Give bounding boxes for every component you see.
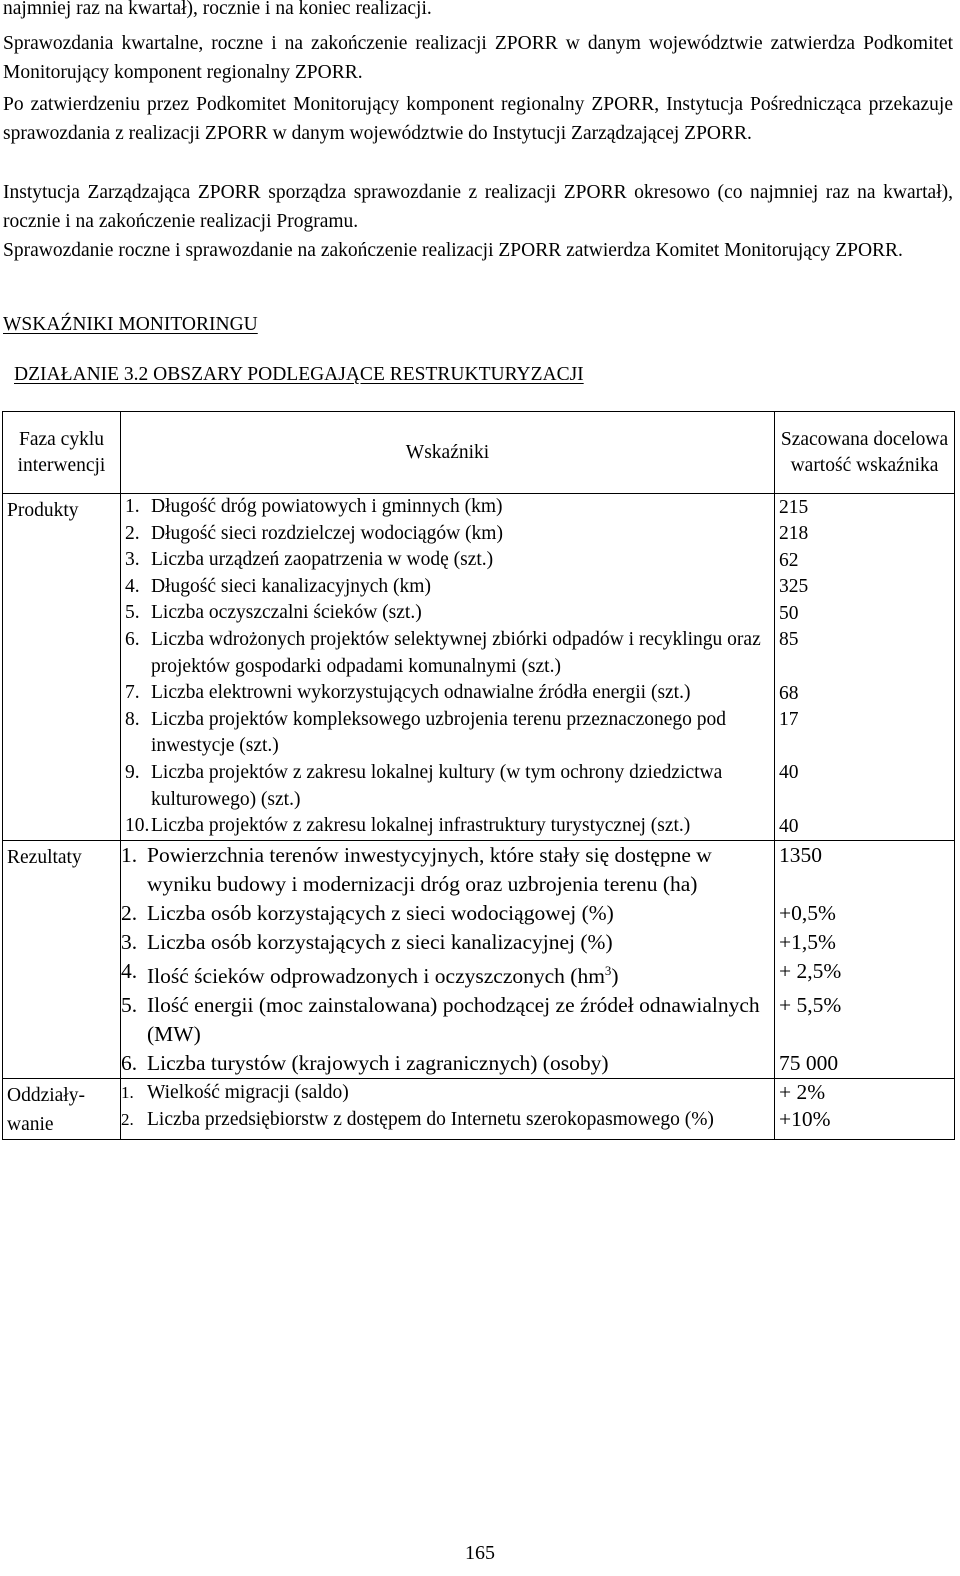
table-row-products <box>3 494 955 841</box>
target-value: 325 <box>779 576 809 598</box>
indicator-item <box>121 899 774 928</box>
indicator-number: 3. <box>125 549 140 571</box>
impact-indicators <box>121 1078 775 1139</box>
indicator-item <box>125 707 774 760</box>
indicator-number: 9. <box>125 761 140 783</box>
indicator-text: Liczba osób korzystających z sieci wodociągowej (%) <box>147 900 614 925</box>
header-phase: Faza cyklu interwencji <box>3 412 121 494</box>
target-value: 40 <box>779 762 799 784</box>
target-value: +10% <box>779 1107 831 1132</box>
indicator-number: 2. <box>121 1109 134 1129</box>
target-value: 68 <box>779 682 799 704</box>
indicator-item <box>121 1049 774 1078</box>
target-value: 50 <box>779 602 799 624</box>
indicator-superscript: 3 <box>604 963 612 978</box>
indicator-number: 6. <box>125 628 140 650</box>
indicator-text: Długość sieci kanalizacyjnych (km) <box>151 575 431 597</box>
indicator-text: Liczba urządzeń zaopatrzenia w wodę (szt.) <box>151 549 494 571</box>
indicator-text-suffix: ) <box>611 963 619 988</box>
indicator-item <box>121 1079 774 1106</box>
indicator-text: Długość dróg powiatowych i gminnych (km) <box>151 496 503 517</box>
indicator-item <box>125 547 774 574</box>
indicator-text: Ilość ścieków odprowadzonych i oczyszczonych (hm <box>147 963 605 988</box>
indicator-number: 2. <box>121 900 138 925</box>
indicator-number: 4. <box>121 958 138 983</box>
target-value: 75 000 <box>779 1051 839 1076</box>
indicator-item <box>125 521 774 548</box>
target-value: + 5,5% <box>779 993 842 1018</box>
header-indicators: Wskaźniki <box>121 412 775 494</box>
paragraph-continuation: najmniej raz na kwartał), rocznie i na koniec realizacji. <box>3 0 432 19</box>
indicator-text: Liczba wdrożonych projektów selektywnej zbiórki odpadów i recyklingu oraz projektów gospodarki odpadami komunalnymi (szt.) <box>151 628 761 677</box>
indicator-number: 2. <box>125 522 140 544</box>
indicator-text: Liczba turystów (krajowych i zagranicznych) (osoby) <box>147 1050 609 1075</box>
indicator-item <box>121 928 774 957</box>
indicator-item <box>125 600 774 627</box>
indicators-table <box>2 411 955 1140</box>
target-value: 1350 <box>779 843 822 868</box>
indicator-number: 6. <box>121 1050 138 1075</box>
table-row-impact <box>3 1078 955 1139</box>
indicator-item <box>125 813 774 840</box>
phase-impact-line2: wanie <box>7 1113 54 1135</box>
indicator-item <box>121 957 774 991</box>
indicator-number: 7. <box>125 682 140 704</box>
target-value: 17 <box>779 709 799 731</box>
phase-impact <box>3 1078 121 1139</box>
indicator-text: Ilość energii (moc zainstalowana) pochodzącej ze źródeł odnawialnych (MW) <box>147 992 760 1046</box>
indicator-number: 3. <box>121 929 138 954</box>
table-header-row <box>3 412 955 494</box>
products-indicators <box>121 494 775 841</box>
paragraph-quarterly-reports: Sprawozdania kwartalne, roczne i na zakończenie realizacji ZPORR w danym województwie zatwierdza Podkomitet Monitorujący komponent regionalny ZPORR. <box>3 33 953 83</box>
indicator-text: Wielkość migracji (saldo) <box>147 1081 349 1103</box>
indicator-text: Liczba projektów z zakresu lokalnej kultury (w tym ochrony dziedzictwa kulturowego) (szt.) <box>151 761 723 810</box>
indicator-number: 5. <box>125 602 140 624</box>
indicator-item <box>125 574 774 601</box>
indicator-text: Liczba przedsiębiorstw z dostępem do Internetu szerokopasmowego (%) <box>147 1108 714 1130</box>
indicator-text: Powierzchnia terenów inwestycyjnych, które stały się dostępne w wyniku budowy i modernizacji dróg oraz uzbrojenia terenu (ha) <box>147 842 712 896</box>
indicator-number: 5. <box>121 992 138 1017</box>
indicator-number: 4. <box>125 575 140 597</box>
indicator-item <box>121 841 774 899</box>
indicator-text: Liczba projektów z zakresu lokalnej infrastruktury turystycznej (szt.) <box>151 815 691 837</box>
target-value: 40 <box>779 815 799 837</box>
indicator-text: Liczba projektów kompleksowego uzbrojenia terenu przeznaczonego pod inwestycje (szt.) <box>151 708 727 757</box>
indicator-text: Liczba osób korzystających z sieci kanalizacyjnej (%) <box>147 929 613 954</box>
indicator-item <box>121 1106 774 1133</box>
indicator-text: Długość sieci rozdzielczej wodociągów (km) <box>151 522 503 544</box>
indicator-number: 8. <box>125 708 140 730</box>
table-row-results <box>3 840 955 1078</box>
results-indicators <box>121 840 775 1078</box>
target-value: +0,5% <box>779 901 836 926</box>
target-value: 218 <box>779 523 809 545</box>
indicator-number: 1. <box>121 1082 134 1102</box>
header-target-value: Szacowana docelowa wartość wskaźnika <box>775 412 955 494</box>
indicator-item <box>125 680 774 707</box>
target-value: + 2,5% <box>779 959 842 984</box>
indicator-number: 1. <box>121 842 138 867</box>
target-value: 215 <box>779 496 809 518</box>
indicator-number: 1. <box>125 496 140 517</box>
impact-values <box>775 1078 955 1139</box>
target-value: 62 <box>779 549 799 571</box>
target-value: +1,5% <box>779 930 836 955</box>
phase-impact-line1: Oddziały- <box>7 1084 85 1106</box>
products-values <box>775 494 955 841</box>
indicator-item <box>125 627 774 680</box>
indicator-text: Liczba oczyszczalni ścieków (szt.) <box>151 602 422 624</box>
paragraph-approval: Po zatwierdzeniu przez Podkomitet Monitorujący komponent regionalny ZPORR, Instytucja Pośrednicząca przekazuje sprawozdania z realizacji ZPORR w danym województwie do Instytucji Zarządzającej ZPORR. <box>3 94 953 144</box>
paragraph-managing-authority: Instytucja Zarządzająca ZPORR sporządza sprawozdanie z realizacji ZPORR okresowo (co najmniej raz na kwartał), rocznie i na zakończenie realizacji Programu. <box>3 182 953 232</box>
action-subheading: DZIAŁANIE 3.2 OBSZARY PODLEGAJĄCE RESTRUKTURYZACJI <box>14 364 584 385</box>
section-heading: WSKAŹNIKI MONITORINGU <box>3 314 258 335</box>
indicator-text: Liczba elektrowni wykorzystujących odnawialne źródła energii (szt.) <box>151 682 691 704</box>
phase-results: Rezultaty <box>3 840 121 1078</box>
indicator-item <box>125 760 774 813</box>
target-value: 85 <box>779 629 799 651</box>
results-values <box>775 840 955 1078</box>
indicator-number: 10. <box>125 815 150 837</box>
phase-products: Produkty <box>3 494 121 841</box>
paragraph-annual-report: Sprawozdanie roczne i sprawozdanie na zakończenie realizacji ZPORR zatwierdza Komitet Monitorujący ZPORR. <box>3 240 903 261</box>
page-number: 165 <box>465 1542 495 1564</box>
indicator-item <box>125 494 774 521</box>
target-value: + 2% <box>779 1080 826 1105</box>
indicator-item <box>121 991 774 1049</box>
